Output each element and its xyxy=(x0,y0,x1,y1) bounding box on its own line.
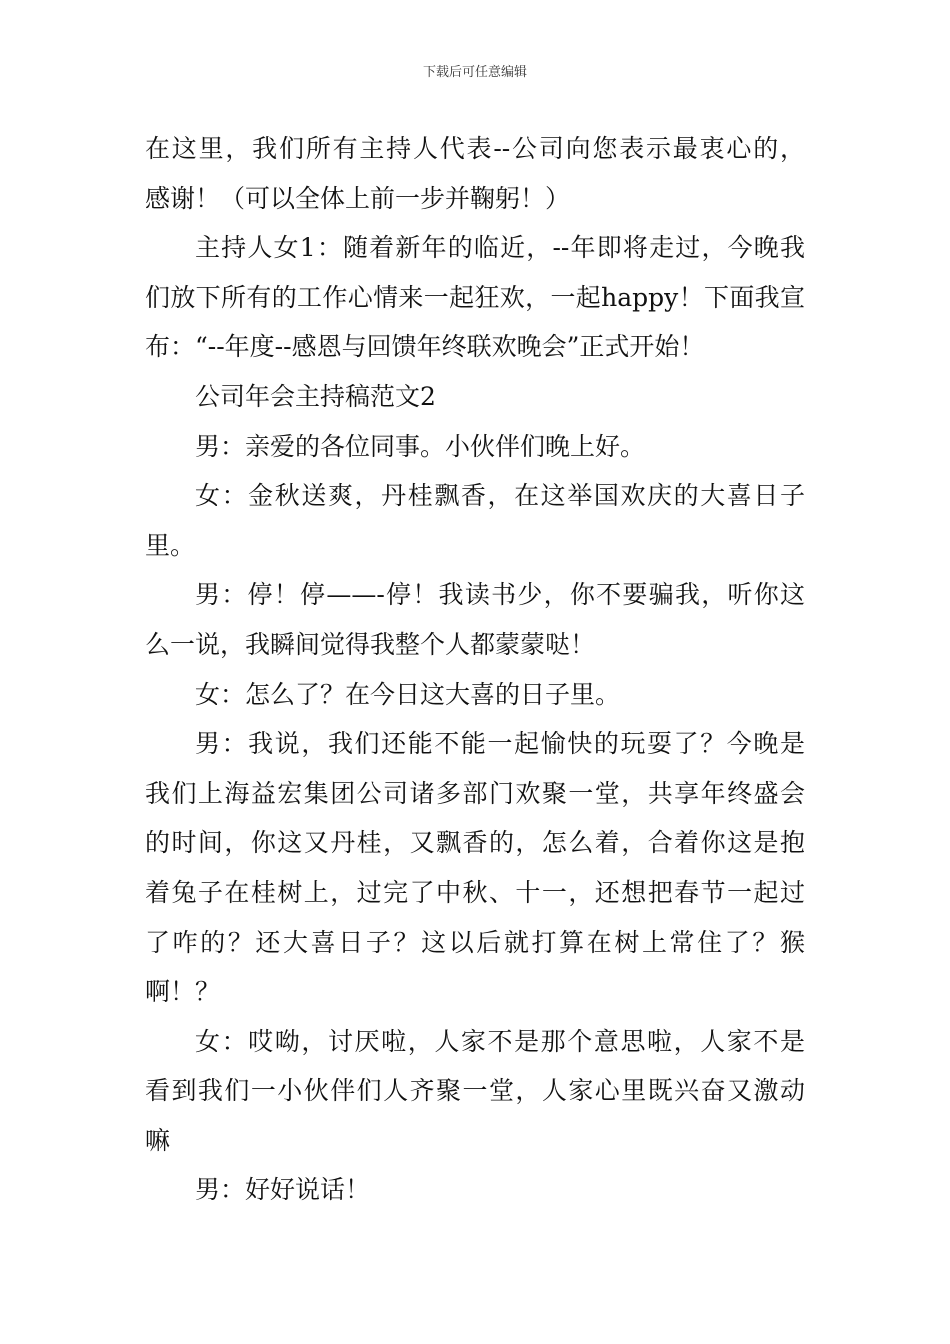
text-line: 男：我说，我们还能不能一起愉快的玩耍了？今晚是 xyxy=(195,729,805,759)
text-line: 在这里，我们所有主持人代表--公司向您表示最衷心的， xyxy=(145,134,805,163)
text-line: 女：金秋送爽，丹桂飘香，在这举国欢庆的大喜日子 xyxy=(195,481,805,511)
text-line: 女：怎么了？在今日这大喜的日子里。 xyxy=(195,679,621,709)
text-line: 么一说，我瞬间觉得我整个人都蒙蒙哒！ xyxy=(145,629,596,659)
text-line: 嘛 xyxy=(145,1125,171,1155)
text-line: 布：“--年度--感恩与回馈年终联欢晚会”正式开始！ xyxy=(145,332,705,362)
text-line: 男：好好说话！ xyxy=(195,1175,371,1205)
text-line: 们放下所有的工作心情来一起狂欢，一起happy！下面我宣 xyxy=(145,282,805,312)
text-line: 女：哎呦，讨厌啦，人家不是那个意思啦，人家不是 xyxy=(195,1026,805,1056)
text-line: 着兔子在桂树上，过完了中秋、十一，还想把春节一起过 xyxy=(145,877,805,907)
text-line: 了咋的？还大喜日子？这以后就打算在树上常住了？猴 xyxy=(145,927,805,957)
text-line: 我们上海益宏集团公司诸多部门欢聚一堂，共享年终盛会 xyxy=(145,778,805,808)
text-line: 啊！？ xyxy=(145,977,221,1007)
text-line: 看到我们一小伙伴们人齐聚一堂，人家心里既兴奋又激动 xyxy=(145,1076,805,1106)
text-line: 男：亲爱的各位同事。小伙伴们晚上好。 xyxy=(195,431,646,461)
page-header: 下载后可任意编辑 xyxy=(422,65,527,80)
text-line: 公司年会主持稿范文2 xyxy=(195,381,436,411)
text-line: 男：停！停——-停！我读书少，你不要骗我，听你这 xyxy=(195,580,805,610)
text-line: 感谢！（可以全体上前一步并鞠躬！） xyxy=(145,183,571,213)
text-line: 的时间，你这又丹桂，又飘香的，怎么着，合着你这是抱 xyxy=(145,828,805,858)
text-line: 主持人女1：随着新年的临近，--年即将走过，今晚我 xyxy=(195,233,805,263)
body-text xyxy=(145,124,805,1215)
text-line: 里。 xyxy=(145,530,196,560)
